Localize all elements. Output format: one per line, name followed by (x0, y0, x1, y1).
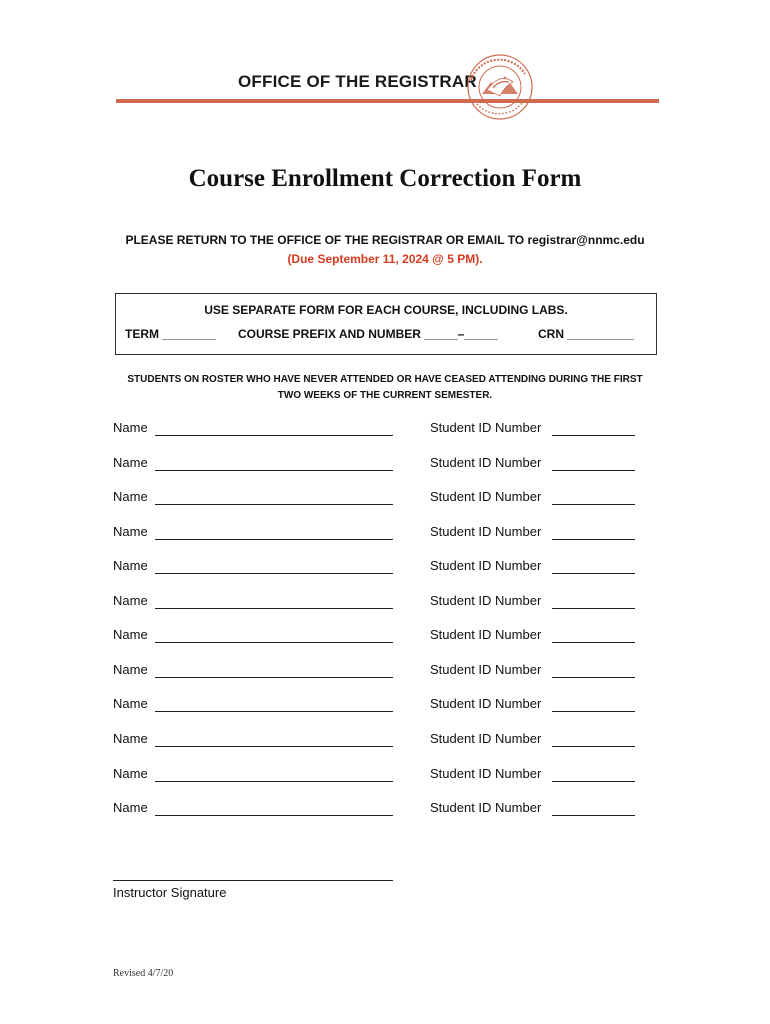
name-label: Name (113, 765, 148, 781)
roster-notice (110, 372, 660, 404)
student-row (0, 524, 770, 544)
student-id-label: Student ID Number (430, 661, 542, 677)
student-row (0, 558, 770, 578)
name-field[interactable] (155, 435, 393, 436)
form-title: Course Enrollment Correction Form (188, 165, 582, 192)
name-label: Name (113, 730, 148, 746)
name-label: Name (113, 454, 148, 470)
student-id-label: Student ID Number (430, 489, 542, 505)
student-id-field[interactable] (552, 677, 635, 678)
office-title: OFFICE OF THE REGISTRAR (238, 72, 477, 91)
student-id-field[interactable] (552, 781, 635, 782)
name-field[interactable] (155, 815, 393, 816)
name-label: Name (113, 627, 148, 643)
student-id-field[interactable] (552, 504, 635, 505)
college-seal-icon (465, 52, 535, 122)
term-field[interactable]: TERM ________ (125, 327, 216, 341)
name-label: Name (113, 523, 148, 539)
student-id-label: Student ID Number (430, 454, 542, 470)
student-row (0, 731, 770, 751)
name-label: Name (113, 800, 148, 816)
name-field[interactable] (155, 470, 393, 471)
signature-label: Instructor Signature (113, 885, 227, 900)
student-row (0, 766, 770, 786)
name-field[interactable] (155, 608, 393, 609)
student-id-field[interactable] (552, 815, 635, 816)
due-date: (Due September 11, 2024 @ 5 PM). (287, 252, 483, 266)
name-field[interactable] (155, 711, 393, 712)
student-id-field[interactable] (552, 470, 635, 471)
student-row (0, 420, 770, 440)
header-divider (116, 99, 659, 103)
name-field[interactable] (155, 642, 393, 643)
crn-field[interactable]: CRN __________ (538, 327, 635, 341)
student-id-label: Student ID Number (430, 627, 542, 643)
student-id-label: Student ID Number (430, 420, 542, 435)
student-id-label: Student ID Number (430, 765, 542, 781)
name-field[interactable] (155, 539, 393, 540)
student-id-label: Student ID Number (430, 696, 542, 712)
student-id-label: Student ID Number (430, 730, 542, 746)
student-id-field[interactable] (552, 746, 635, 747)
roster-notice-line1: STUDENTS ON ROSTER WHO HAVE NEVER ATTENDED OR HAVE CEASED ATTENDING DURING THE FIRST (127, 374, 643, 385)
name-field[interactable] (155, 677, 393, 678)
course-prefix-field[interactable]: COURSE PREFIX AND NUMBER _____–_____ (238, 327, 498, 341)
student-id-field[interactable] (552, 539, 635, 540)
student-row (0, 662, 770, 682)
name-label: Name (113, 420, 148, 435)
student-id-field[interactable] (552, 642, 635, 643)
student-row (0, 489, 770, 509)
name-field[interactable] (155, 504, 393, 505)
student-id-label: Student ID Number (430, 523, 542, 539)
signature-line[interactable] (113, 880, 393, 881)
student-id-field[interactable] (552, 435, 635, 436)
name-label: Name (113, 696, 148, 712)
student-id-field[interactable] (552, 608, 635, 609)
name-field[interactable] (155, 573, 393, 574)
student-row (0, 593, 770, 613)
name-label: Name (113, 661, 148, 677)
name-label: Name (113, 489, 148, 505)
student-row (0, 800, 770, 820)
separate-form-instruction: USE SEPARATE FORM FOR EACH COURSE, INCLUDING LABS. (204, 303, 568, 317)
student-id-label: Student ID Number (430, 800, 542, 816)
student-row (0, 455, 770, 475)
return-instruction: PLEASE RETURN TO THE OFFICE OF THE REGISTRAR OR EMAIL TO registrar@nnmc.edu (125, 233, 645, 247)
course-info-box (115, 293, 657, 355)
student-id-label: Student ID Number (430, 592, 542, 608)
roster-notice-line2: TWO WEEKS OF THE CURRENT SEMESTER. (277, 390, 493, 401)
student-row (0, 627, 770, 647)
revised-date: Revised 4/7/20 (113, 968, 174, 979)
student-id-label: Student ID Number (430, 558, 542, 574)
student-id-field[interactable] (552, 573, 635, 574)
name-field[interactable] (155, 781, 393, 782)
name-label: Name (113, 558, 148, 574)
student-row (0, 696, 770, 716)
student-id-field[interactable] (552, 711, 635, 712)
name-label: Name (113, 592, 148, 608)
name-field[interactable] (155, 746, 393, 747)
